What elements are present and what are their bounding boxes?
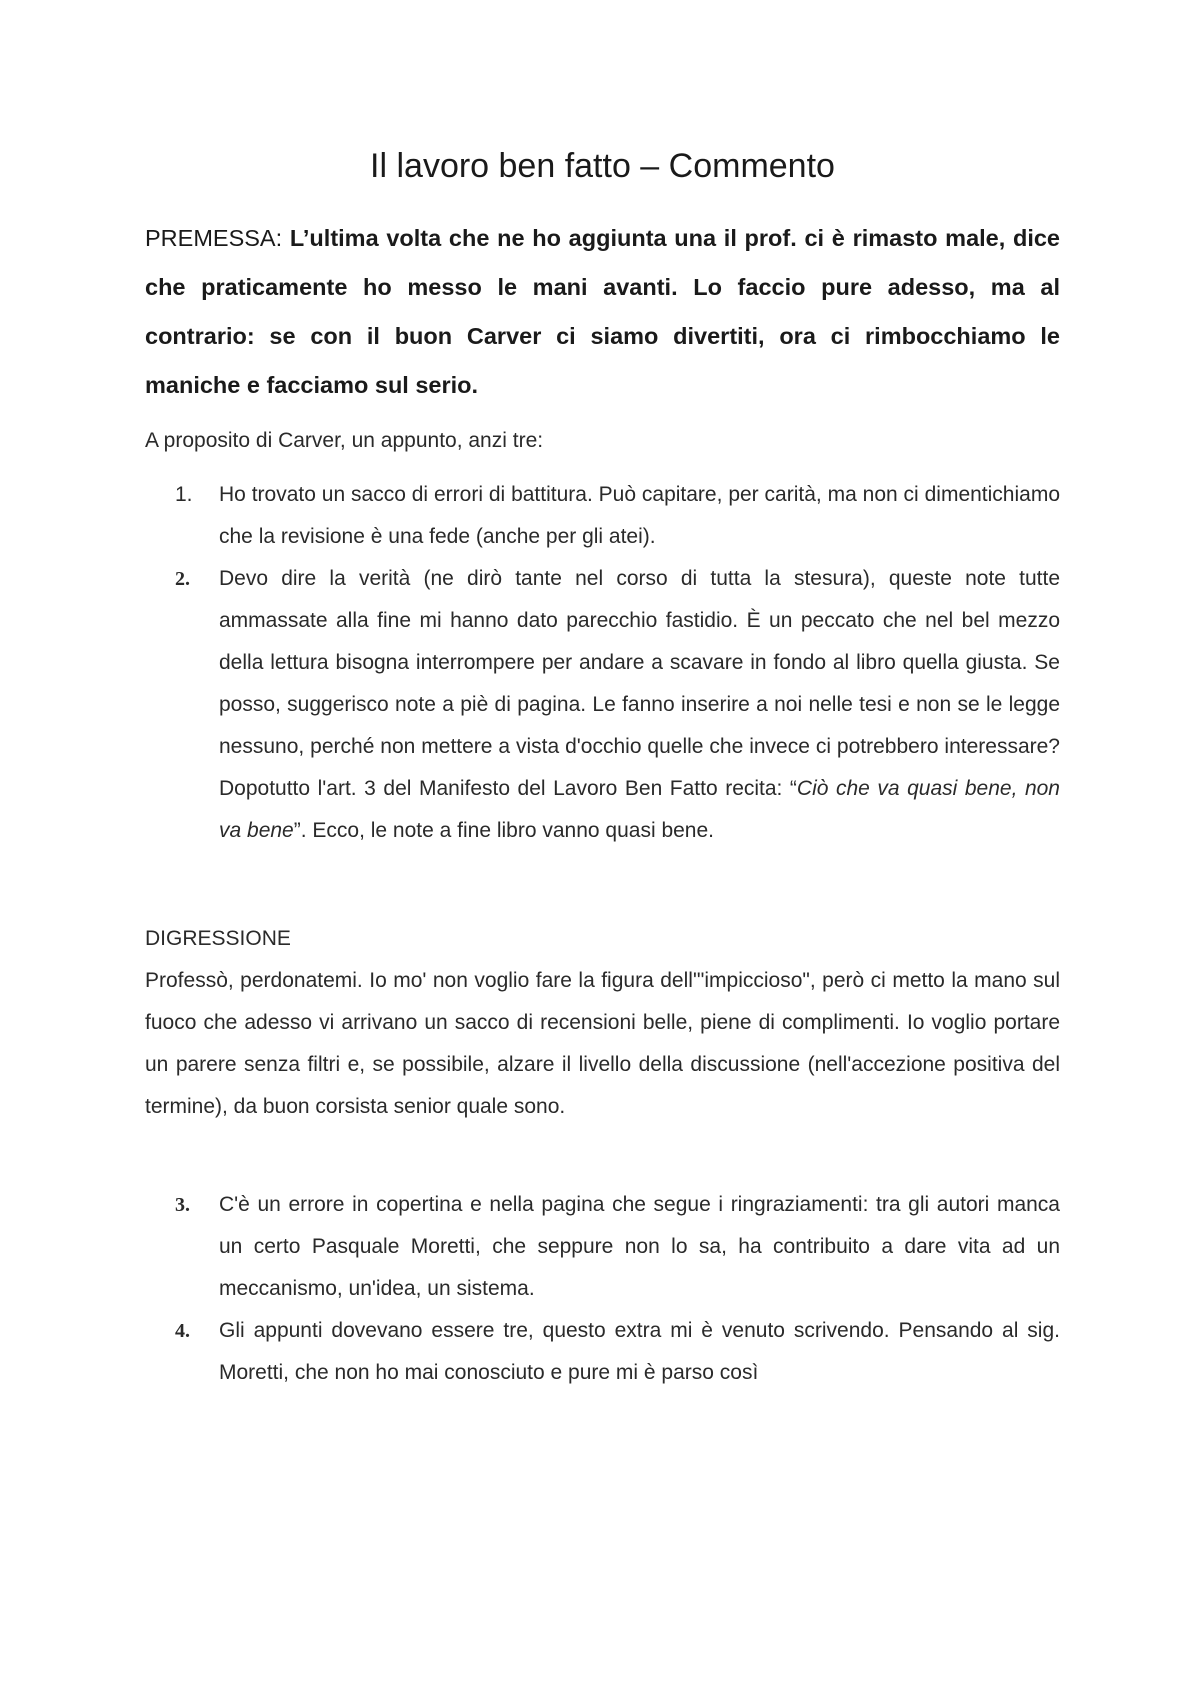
list-item bbox=[145, 474, 1060, 558]
list-item-text: C'è un errore in copertina e nella pagina che segue i ringraziamenti: tra gli autori manca un certo Pasquale Moretti, che seppure non lo sa, ha contribuito a dare vita ad un meccanismo, un'idea, un sistema. bbox=[219, 1193, 1060, 1300]
list-item-text: Ho trovato un sacco di errori di battitura. Può capitare, per carità, ma non ci dimentichiamo che la revisione è una fede (anche per gli atei). bbox=[219, 483, 1060, 548]
list-item bbox=[145, 1310, 1060, 1394]
list-item-number: 2. bbox=[175, 568, 190, 590]
quote-text: Ciò che va quasi bene, non va bene bbox=[219, 777, 1060, 842]
premessa-text: L’ultima volta che ne ho aggiunta una il prof. ci è rimasto male, dice che praticamente ho messo le mani avanti. Lo faccio pure adesso, ma al contrario: se con il buon Carver ci siamo divertiti, ora ci rimbocchiamo le maniche e facciamo sul serio. bbox=[145, 225, 1061, 398]
document-title: Il lavoro ben fatto – Commento bbox=[370, 147, 835, 185]
list-item-number: 3. bbox=[175, 1194, 190, 1216]
digressione-paragraph: Professò, perdonatemi. Io mo' non voglio fare la figura dell'"impiccioso", però ci metto la mano sul fuoco che adesso vi arrivano un sacco di recensioni belle, piene di complimenti. Io voglio portare un parere senza filtri e, se possibile, alzare il livello della discussione (nell'accezione positiva del termine), da buon corsista senior quale sono. bbox=[145, 969, 1060, 1118]
notes-list-second bbox=[145, 1184, 1060, 1394]
premessa-paragraph bbox=[145, 214, 1060, 410]
list-item-text-end: ”. Ecco, le note a fine libro vanno quasi bene. bbox=[293, 819, 715, 842]
spacer bbox=[145, 1128, 1060, 1184]
list-item-text: Devo dire la verità (ne dirò tante nel corso di tutta la stesura), queste note tutte ammassate alla fine mi hanno dato parecchio fastidio. È un peccato che nel bel mezzo della lettura bisogna interrompere per andare a scavare in fondo al libro quella giusta. Se posso, suggerisco note a piè di pagina. Le fanno inserire a noi nelle tesi e non se le legge nessuno, perché non mettere a vista d'occhio quelle che invece ci potrebbero interessare? Dopotutto l'art. 3 del Manifesto del Lavoro Ben Fatto recita: “ bbox=[219, 567, 1060, 800]
list-item-number: 4. bbox=[175, 1320, 190, 1342]
digressione-heading: DIGRESSIONE bbox=[145, 927, 291, 950]
list-item-number: 1. bbox=[175, 483, 193, 506]
spacer bbox=[145, 852, 1060, 918]
premessa-label: PREMESSA: bbox=[145, 225, 283, 251]
document-body bbox=[145, 140, 1060, 1394]
list-item bbox=[145, 558, 1060, 852]
list-item bbox=[145, 1184, 1060, 1310]
list-item-text: Gli appunti dovevano essere tre, questo extra mi è venuto scrivendo. Pensando al sig. Moretti, che non ho mai conosciuto e pure mi è parso così bbox=[219, 1319, 1060, 1384]
intro-paragraph: A proposito di Carver, un appunto, anzi tre: bbox=[145, 429, 544, 452]
notes-list-first bbox=[145, 474, 1060, 852]
